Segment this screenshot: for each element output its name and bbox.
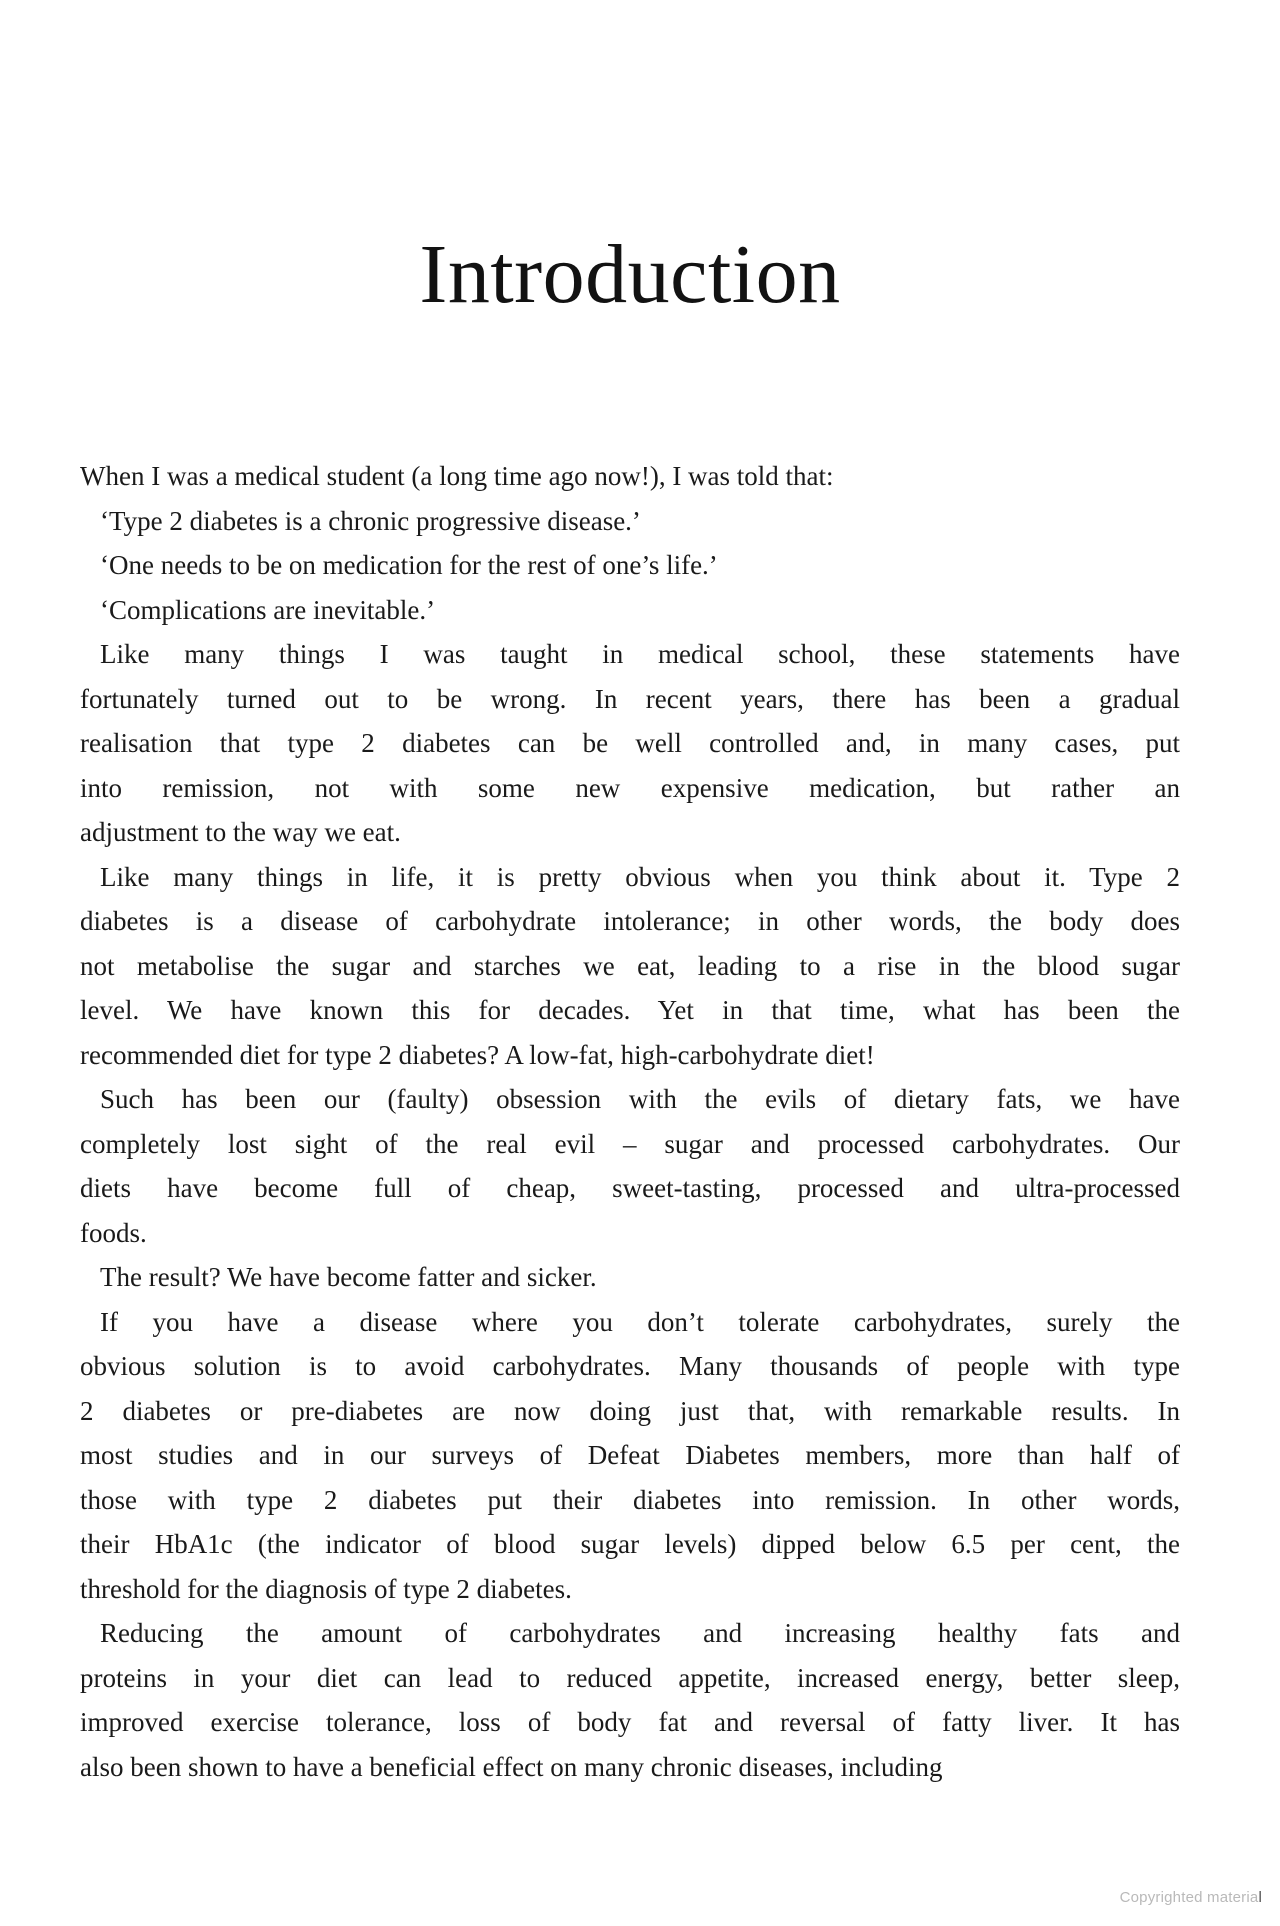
text-line: obvious solution is to avoid carbohydrates. Many thousands of people with type — [80, 1351, 1180, 1381]
copyright-watermark — [1120, 1889, 1262, 1906]
text-line: Reducing the amount of carbohydrates and increasing healthy fats and — [100, 1618, 1180, 1648]
text-line: also been shown to have a beneficial effect on many chronic diseases, including — [80, 1751, 943, 1782]
text-line: foods. — [80, 1217, 147, 1248]
page-title: Introduction — [419, 228, 841, 321]
text-line: threshold for the diagnosis of type 2 diabetes. — [80, 1573, 572, 1604]
text-line: their HbA1c (the indicator of blood sugar levels) dipped below 6.5 per cent, the — [80, 1529, 1180, 1559]
document-body — [80, 454, 1180, 1789]
paragraph — [80, 632, 1180, 855]
paragraph — [80, 855, 1180, 1078]
text-line: adjustment to the way we eat. — [80, 817, 401, 847]
copyright-watermark-text: Copyrighted materia — [1119, 1889, 1259, 1906]
text-line: Like many things in life, it is pretty obvious when you think about it. Type 2 — [100, 861, 1180, 892]
text-line: ‘Complications are inevitable.’ — [100, 594, 436, 625]
text-line: diabetes is a disease of carbohydrate intolerance; in other words, the body does — [80, 906, 1180, 936]
text-line: ‘Type 2 diabetes is a chronic progressive disease.’ — [100, 505, 641, 536]
text-line: Like many things I was taught in medical school, these statements have — [100, 639, 1180, 669]
text-line: When I was a medical student (a long time ago now!), I was told that: — [80, 461, 834, 491]
paragraph — [80, 499, 1180, 544]
paragraph — [80, 543, 1180, 588]
text-line: 2 diabetes or pre-diabetes are now doing just that, with remarkable results. In — [80, 1395, 1180, 1426]
text-line: If you have a disease where you don’t tolerate carbohydrates, surely the — [100, 1306, 1180, 1337]
text-line: into remission, not with some new expensive medication, but rather an — [80, 772, 1180, 803]
text-line: completely lost sight of the real evil – sugar and processed carbohydrates. Our — [80, 1128, 1180, 1159]
paragraph — [80, 1611, 1180, 1789]
paragraph — [80, 1300, 1180, 1612]
paragraph — [80, 1077, 1180, 1255]
text-line: proteins in your diet can lead to reduced appetite, increased energy, better sleep, — [80, 1662, 1180, 1693]
text-line: The result? We have become fatter and sicker. — [100, 1262, 597, 1292]
text-line: realisation that type 2 diabetes can be well controlled and, in many cases, put — [80, 728, 1180, 758]
text-line: level. We have known this for decades. Yet in that time, what has been the — [80, 995, 1180, 1025]
copyright-watermark-text-end: l — [1258, 1889, 1262, 1906]
text-line: Such has been our (faulty) obsession with the evils of dietary fats, we have — [100, 1084, 1180, 1114]
text-line: diets have become full of cheap, sweet-tasting, processed and ultra-processed — [80, 1173, 1180, 1203]
text-line: recommended diet for type 2 diabetes? A low-fat, high-carbohydrate diet! — [80, 1039, 875, 1070]
text-line: fortunately turned out to be wrong. In recent years, there has been a gradual — [80, 683, 1180, 714]
paragraph — [80, 588, 1180, 633]
text-line: improved exercise tolerance, loss of body fat and reversal of fatty liver. It has — [80, 1707, 1180, 1737]
paragraph — [80, 454, 1180, 499]
text-line: those with type 2 diabetes put their diabetes into remission. In other words, — [80, 1484, 1180, 1515]
text-line: most studies and in our surveys of Defeat Diabetes members, more than half of — [80, 1440, 1180, 1470]
paragraph — [80, 1255, 1180, 1300]
text-line: ‘One needs to be on medication for the rest of one’s life.’ — [100, 550, 718, 580]
text-line: not metabolise the sugar and starches we eat, leading to a rise in the blood sugar — [80, 950, 1180, 981]
